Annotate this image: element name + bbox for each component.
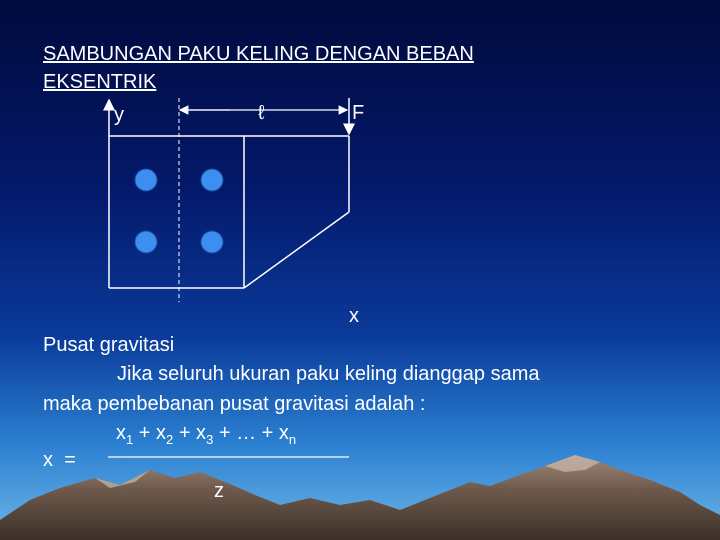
body-line-2: maka pembebanan pusat gravitasi adalah : [43, 393, 426, 415]
slide-title-line-2: EKSENTRIK [43, 71, 157, 93]
label-l: ℓ [258, 102, 265, 124]
label-F: F [352, 102, 365, 124]
formula-denominator: z [214, 480, 224, 502]
rivet-bottom-left [135, 231, 157, 253]
label-x: x [349, 305, 359, 327]
formula-numerator: $x_1 + x_2 + x_3$ + … + $x_n$ [116, 422, 297, 447]
formula-lhs: x = [43, 449, 76, 471]
body-line-1: Jika seluruh ukuran paku keling dianggap sama [117, 363, 540, 385]
label-y: y [114, 104, 124, 126]
rivet-bottom-right [201, 231, 223, 253]
rivet-top-left [135, 169, 157, 191]
body-heading: Pusat gravitasi [43, 334, 175, 356]
rivet-top-right [201, 169, 223, 191]
slide-title-line-1: SAMBUNGAN PAKU KELING DENGAN BEBAN [43, 43, 474, 65]
bracket-sloped-edge [244, 212, 349, 288]
